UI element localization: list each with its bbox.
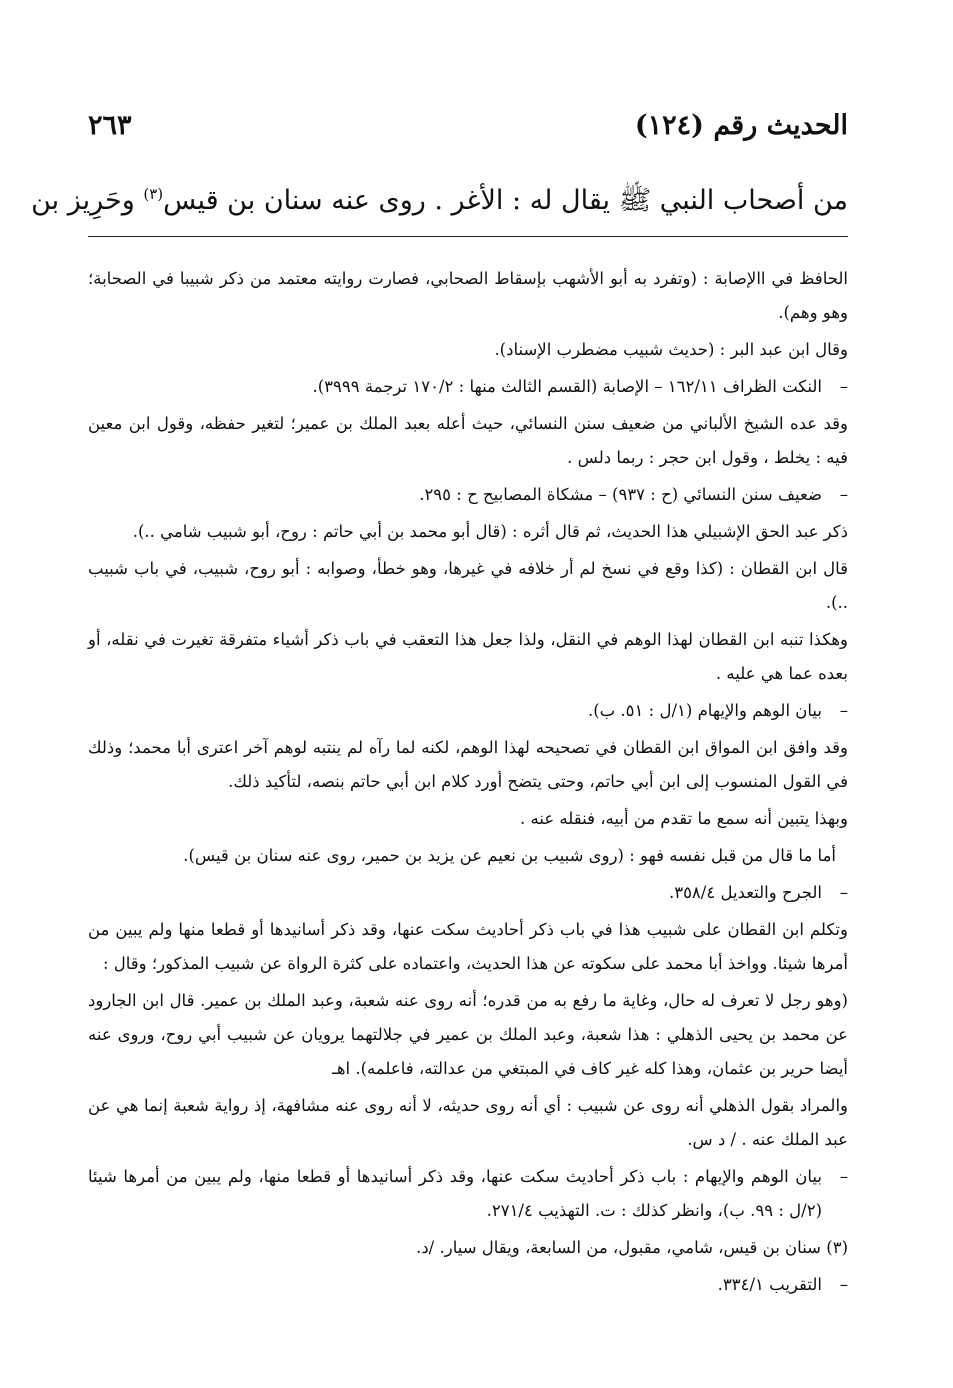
footnote-paragraph xyxy=(88,984,848,1086)
footnote-text: وقد عده الشيخ الألباني من ضعيف سنن النسائي، حيث أعله بعبد الملك بن عمير؛ لتغير حفظه، وقول ابن معين فيه : يخلط ، وقول ابن حجر : ربما دلس . xyxy=(88,414,848,467)
footnote-paragraph xyxy=(88,333,848,367)
footnote-text: ضعيف سنن النسائي (ح : ٩٣٧) – مشكاة المصابيح ح : ٢٩٥. xyxy=(419,485,822,504)
main-text-continuation: وحَرِيز بن xyxy=(31,185,144,216)
footnote-paragraph xyxy=(88,1231,848,1265)
footnote-text: قال ابن القطان : (كذا وقع في نسخ لم أر خلافه في غيرها، وهو خطأ، وصوابه : أبو روح، شبيب، في باب شبيب ..). xyxy=(88,559,848,612)
page-header xyxy=(88,110,848,154)
footnote-paragraph xyxy=(88,1089,848,1157)
footnote-paragraph xyxy=(88,802,848,836)
main-text-line xyxy=(31,183,848,223)
footnote-text: ذكر عبد الحق الإشبيلي هذا الحديث، ثم قال أثره : (قال أبو محمد بن أبي حاتم : روح، أبو شبيب شامي ..). xyxy=(132,522,848,541)
footnote-text: (وهو رجل لا تعرف له حال، وغاية ما رفع به من قدره؛ أنه روى عنه شعبة، وعبد الملك بن عمير. قال ابن الجارود عن محمد بن يحيى الذهلي : هذا شعبة، وعبد الملك بن عمير في جلالتهما يرويان عن شبيب أبي روح، وروى عنه أيضا حرير بن عثمان، وهذا كله غير كاف في المبتغي من عدالته، فاعلمه). اهـ xyxy=(88,991,848,1078)
reference-item xyxy=(88,694,848,728)
list-dash: – xyxy=(839,377,848,396)
footnote-text: التقريب ٣٣٤/١. xyxy=(717,1275,822,1294)
footnote-text: النكت الظراف ١٦٢/١١ – الإصابة (القسم الثالث منها : ١٧٠/٢ ترجمة ٣٩٩٩). xyxy=(312,377,822,396)
list-dash: – xyxy=(839,1167,848,1186)
footnote-text: وقد وافق ابن المواق ابن القطان في تصحيحه لهذا الوهم، لكنه لما رآه لم ينتبه لوهم آخر اعترى أبا محمد؛ وذلك في القول المنسوب إلى ابن أبي حاتم، وحتى يتضح أورد كلام ابن أبي حاتم بنصه، لتأكيد ذلك. xyxy=(88,738,848,791)
footnote-paragraph xyxy=(88,407,848,475)
footnote-paragraph xyxy=(88,262,848,330)
footnote-text: الجرح والتعديل ٣٥٨/٤. xyxy=(668,883,822,902)
list-dash: – xyxy=(839,1275,848,1294)
footnote-separator xyxy=(88,236,848,237)
footnote-marker: (٣) xyxy=(143,185,164,203)
reference-item xyxy=(88,370,848,404)
main-text: من أصحاب النبي ﷺ يقال له : الأغر . روى عنه سنان بن قيس xyxy=(163,185,848,216)
list-dash: – xyxy=(839,883,848,902)
reference-item xyxy=(88,876,848,910)
list-dash: – xyxy=(839,701,848,720)
footnote-text: وهكذا تنبه ابن القطان لهذا الوهم في النقل، ولذا جعل هذا التعقب في باب ذكر أشياء متفرقة تغيرت في نقله، أو بعده عما هي عليه . xyxy=(88,630,848,683)
footnote-paragraph xyxy=(88,623,848,691)
footnote-paragraph xyxy=(88,913,848,981)
footnote-text: وتكلم ابن القطان على شبيب هذا في باب ذكر أحاديث سكت عنها، وقد ذكر أسانيدها أو قطعا منها ولم يبين من أمرها شيئا. وواخذ أبا محمد على سكوته عن هذا الحديث، واعتماده على كثرة الرواة عن شبيب المذكور؛ وقال : xyxy=(88,920,848,973)
list-dash: – xyxy=(839,485,848,504)
footnote-text: بيان الوهم والإيهام (١/ل : ٥١. ب). xyxy=(587,701,822,720)
footnote-text: بيان الوهم والإيهام : باب ذكر أحاديث سكت عنها، وقد ذكر أسانيدها أو قطعا منها، ولم يبين من أمرها شيئا (٢/ل : ٩٩. ب)، وانظر كذلك : ت. التهذيب ٢٧١/٤. xyxy=(88,1167,822,1220)
footnote-paragraph xyxy=(88,552,848,620)
running-title: الحديث رقم (١٢٤) xyxy=(634,110,848,141)
footnote-text: والمراد بقول الذهلي أنه روى عن شبيب : أي أنه روى حديثه، لا أنه روى عنه مشافهة، إذ رواية شعبة إنما هي عن عبد الملك عنه . / د س. xyxy=(88,1096,848,1149)
page-number: ٢٦٣ xyxy=(88,110,132,141)
footnote-text: الحافظ في االإصابة : (وتفرد به أبو الأشهب بإسقاط الصحابي، فصارت روايته معتمد من ذكر شبيبا في الصحابة؛ وهو وهم). xyxy=(88,269,848,322)
footnote-text: وبهذا يتبين أنه سمع ما تقدم من أبيه، فنقله عنه . xyxy=(520,809,848,828)
footnotes-section xyxy=(88,262,848,1305)
footnote-paragraph xyxy=(88,839,848,873)
footnote-paragraph xyxy=(88,515,848,549)
footnote-text: وقال ابن عبد البر : (حديث شبيب مضطرب الإسناد). xyxy=(494,340,848,359)
footnote-text: (٣) سنان بن قيس، شامي، مقبول، من السابعة، ويقال سيار. /د. xyxy=(416,1238,848,1257)
reference-item xyxy=(88,1268,848,1302)
footnote-paragraph xyxy=(88,731,848,799)
reference-item xyxy=(88,1160,848,1228)
reference-item xyxy=(88,478,848,512)
footnote-text: أما ما قال من قبل نفسه فهو : (روى شبيب بن نعيم عن يزيد بن حمير، روى عنه سنان بن قيس). xyxy=(183,846,836,865)
